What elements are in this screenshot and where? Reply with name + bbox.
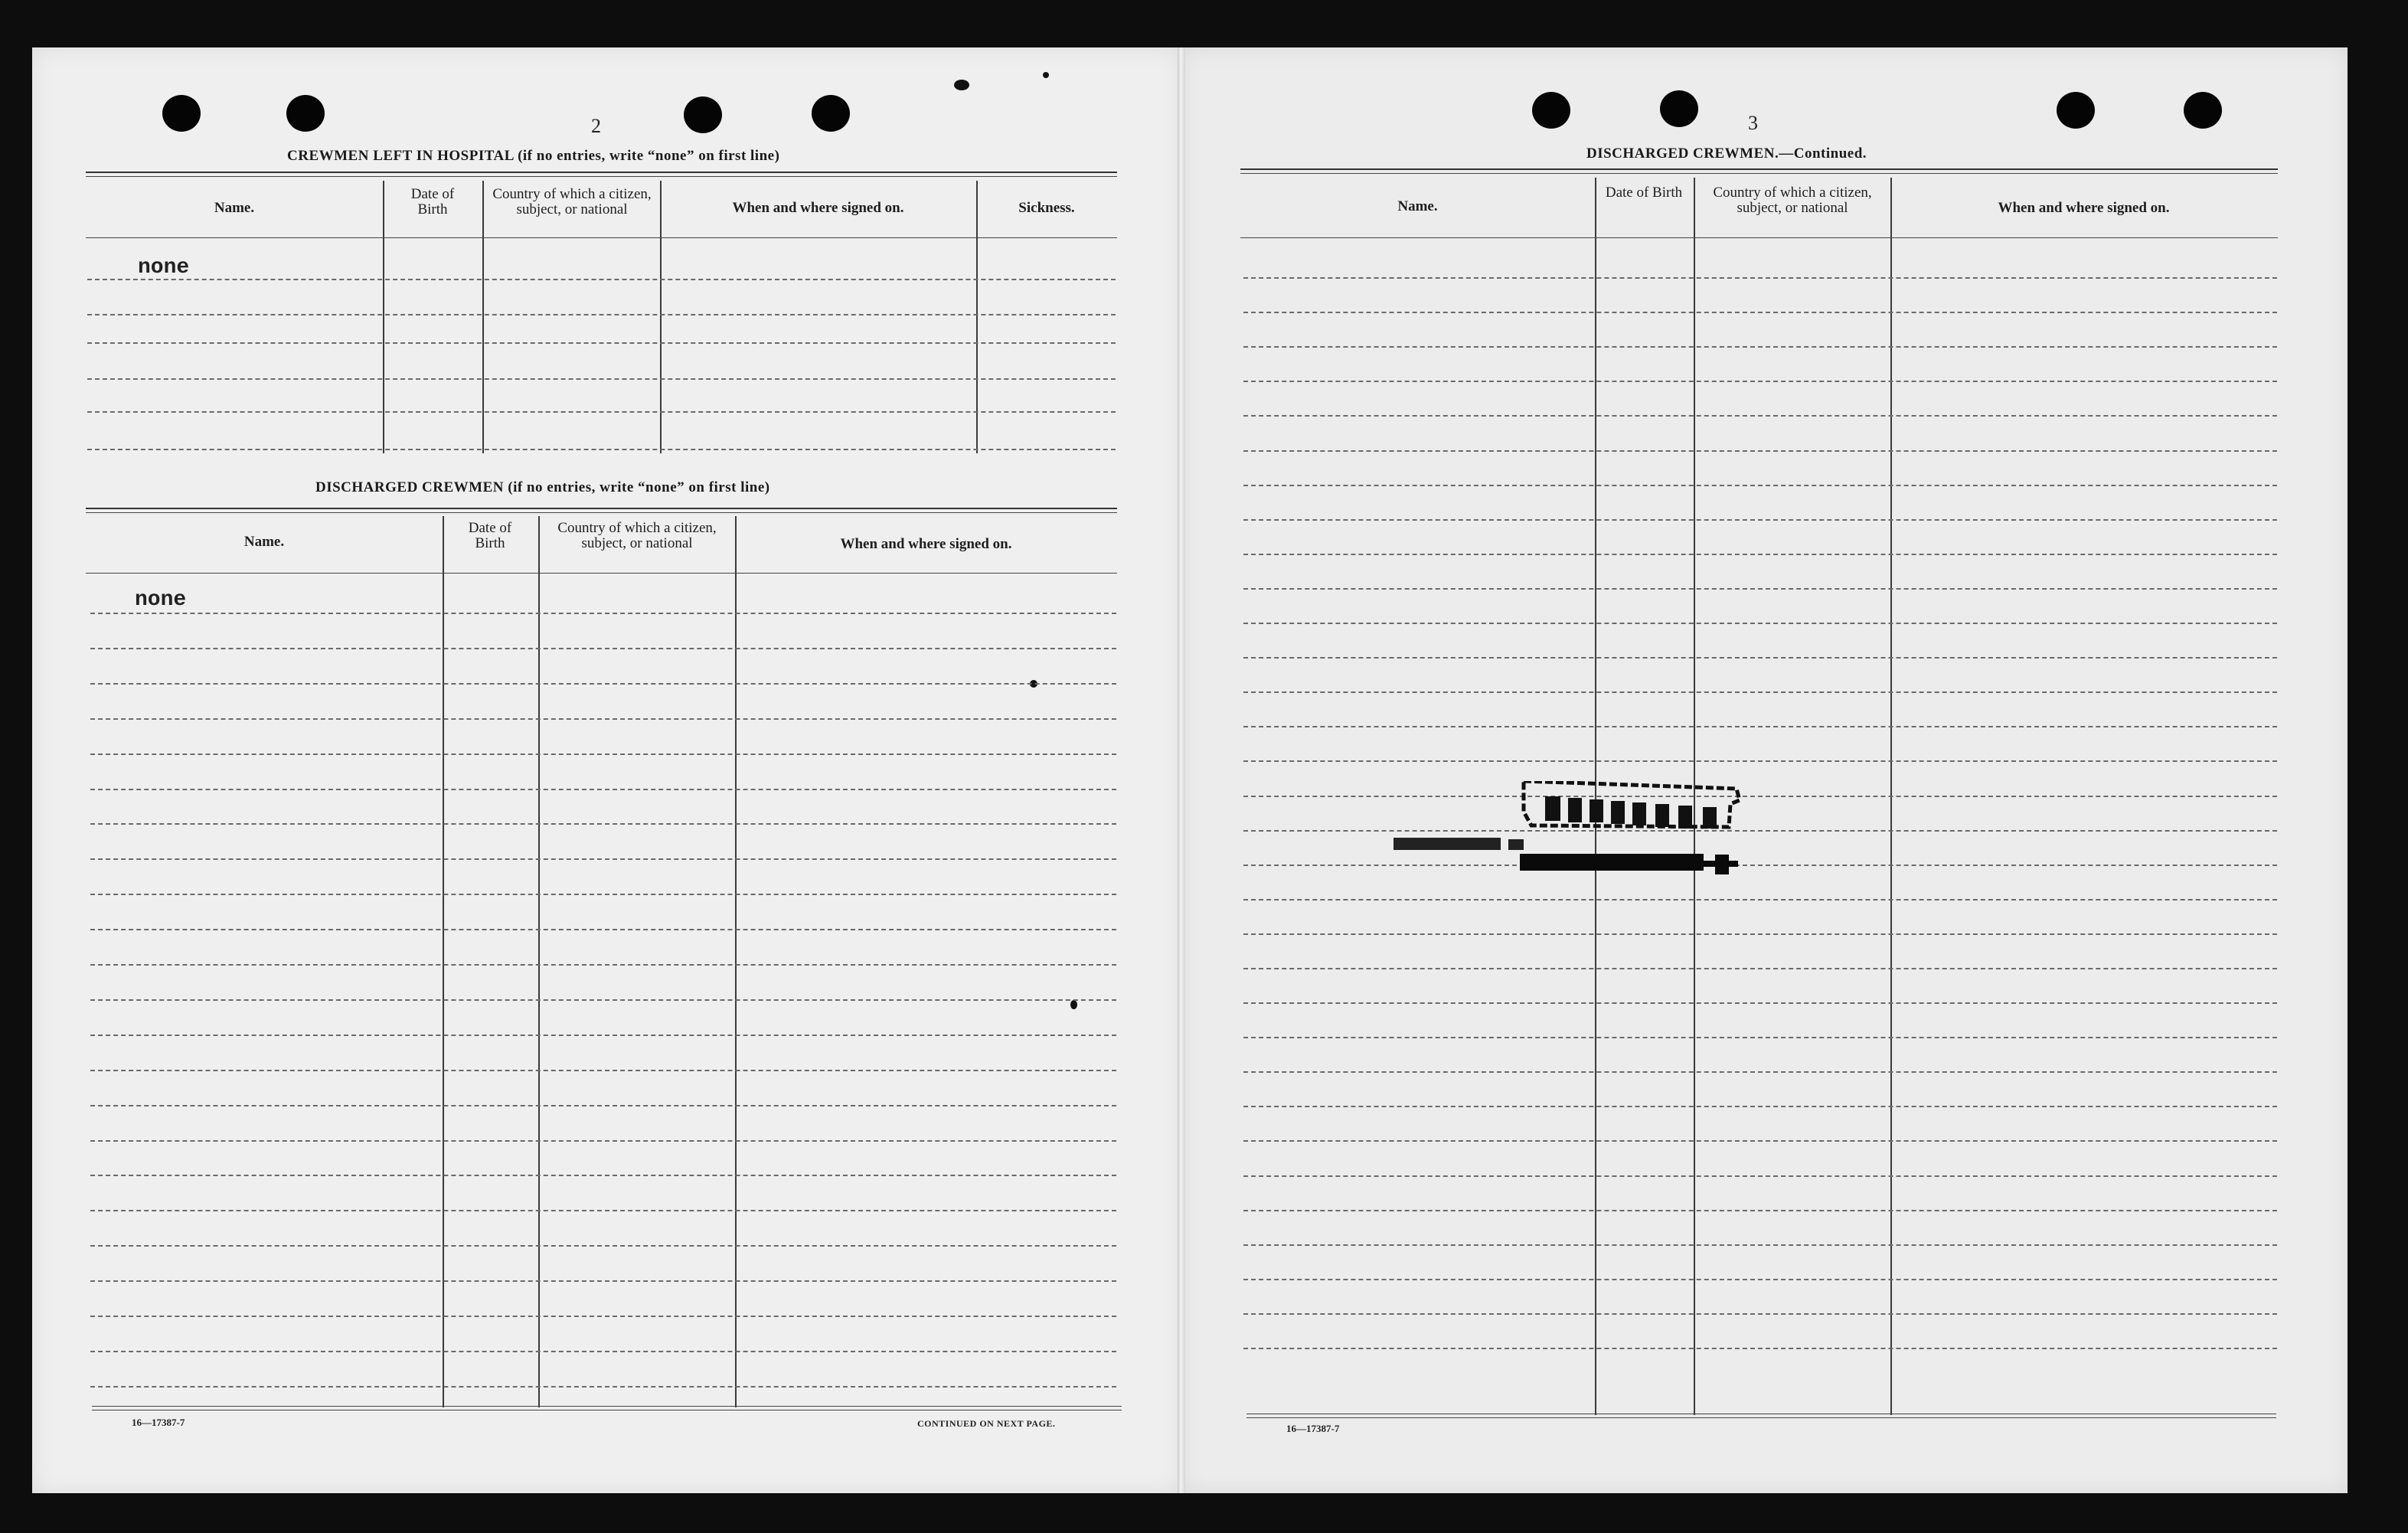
column-header-signed-on: When and where signed on. — [732, 200, 904, 216]
entry-line — [87, 411, 1116, 413]
entry-line — [90, 1175, 1116, 1176]
entry-line — [87, 314, 1116, 315]
column-header-name: Name. — [1397, 198, 1438, 214]
page-gutter — [1178, 47, 1185, 1493]
entry-line — [1243, 312, 2277, 313]
section-title-text: DISCHARGED CREWMEN. — [1586, 145, 1779, 162]
entry-line — [1243, 1313, 2277, 1315]
continued-note: CONTINUED ON NEXT PAGE. — [917, 1418, 1056, 1429]
entry-line — [87, 342, 1116, 344]
entry-line — [1243, 968, 2277, 969]
header-underline — [1240, 237, 2278, 238]
entry-line — [90, 1386, 1116, 1388]
punch-hole — [1532, 92, 1570, 129]
entry-line — [90, 753, 1116, 755]
punch-hole — [812, 95, 850, 132]
entry-line — [90, 1245, 1116, 1247]
entry-line — [90, 1280, 1116, 1282]
column-header-name: Name. — [214, 200, 255, 216]
form-number: 16—17387-7 — [1286, 1423, 1340, 1434]
table-bottom-rule — [1246, 1417, 2276, 1418]
column-header-country: Country of which a citizen, subject, or national — [557, 520, 717, 551]
entry-line — [90, 613, 1116, 614]
entry-line — [90, 718, 1116, 720]
table-top-rule — [86, 508, 1117, 509]
ink-speck — [954, 80, 969, 90]
discharged-continued-title — [1586, 145, 1867, 162]
entry-line — [87, 378, 1116, 380]
table-bottom-rule — [92, 1406, 1122, 1407]
entry-line — [90, 929, 1116, 930]
entry-line — [90, 1210, 1116, 1211]
entry-line — [1243, 1279, 2277, 1280]
entry-line — [1243, 760, 2277, 762]
entry-line — [90, 1316, 1116, 1317]
entry-line — [1243, 485, 2277, 486]
entry-line — [90, 823, 1116, 825]
entry-line — [1243, 519, 2277, 521]
column-divider — [538, 516, 540, 1407]
entry-line — [90, 1105, 1116, 1106]
entry-line — [90, 1035, 1116, 1036]
table-top-rule — [1240, 168, 2278, 170]
punch-hole — [2057, 92, 2095, 129]
entry-line — [1243, 1244, 2277, 1246]
header-underline — [86, 237, 1117, 238]
entry-line — [1243, 657, 2277, 659]
entry-line — [90, 999, 1116, 1001]
column-header-name: Name. — [243, 534, 285, 550]
entry-line — [1243, 588, 2277, 590]
entry-line — [1243, 1175, 2277, 1177]
column-header-date-of-birth: Date of Birth — [1605, 185, 1683, 201]
page-number: 2 — [591, 115, 601, 137]
entry-line — [1243, 1348, 2277, 1349]
section-title-note: (if no entries, write “none” on first line) — [518, 148, 780, 164]
column-header-country: Country of which a citizen, subject, or national — [492, 186, 652, 217]
entry-line — [1243, 1071, 2277, 1073]
ink-speck — [1070, 1000, 1077, 1009]
table-top-rule — [86, 172, 1117, 173]
punch-hole — [286, 95, 325, 132]
column-header-signed-on: When and where signed on. — [840, 536, 1012, 552]
entry-line — [1243, 933, 2277, 935]
entry-line — [90, 894, 1116, 895]
right-page — [1181, 47, 2348, 1493]
entry-line — [90, 683, 1116, 685]
entry-line — [90, 858, 1116, 860]
entry-line — [87, 449, 1116, 450]
entry-line — [90, 1070, 1116, 1071]
punch-hole — [684, 96, 722, 133]
entry-line — [1243, 1106, 2277, 1107]
discharged-section-title — [315, 479, 770, 496]
entry-line — [1243, 450, 2277, 452]
entry-line — [90, 789, 1116, 790]
ink-speck — [1043, 72, 1049, 78]
section-title-suffix: —Continued. — [1779, 145, 1867, 162]
entry-line — [1243, 381, 2277, 382]
form-number: 16—17387-7 — [132, 1417, 185, 1428]
punch-hole — [1660, 90, 1698, 127]
entry-line — [90, 1140, 1116, 1142]
entry-line — [1243, 1002, 2277, 1004]
entry-line — [1243, 1140, 2277, 1142]
column-divider — [735, 516, 737, 1407]
page-number: 3 — [1748, 112, 1758, 134]
entry-line — [1243, 554, 2277, 555]
entry-line — [90, 1351, 1116, 1352]
entry-line — [1243, 691, 2277, 693]
entry-line — [1243, 277, 2277, 279]
entry-line — [90, 648, 1116, 649]
column-header-country: Country of which a citizen, subject, or national — [1713, 185, 1872, 216]
entry-line — [1243, 346, 2277, 348]
table-top-rule — [1240, 173, 2278, 174]
section-title-text: DISCHARGED CREWMEN — [315, 479, 504, 495]
hospital-section-title — [287, 148, 779, 165]
hospital-entry-none: none — [138, 256, 190, 279]
section-title-text: CREWMEN LEFT IN HOSPITAL — [287, 148, 514, 164]
entry-line — [1243, 726, 2277, 727]
left-page — [32, 47, 1181, 1493]
ink-stamp — [1394, 781, 1746, 907]
column-header-date-of-birth: Date of Birth — [468, 520, 512, 551]
entry-line — [1243, 1037, 2277, 1038]
discharged-entry-none: none — [135, 588, 187, 612]
entry-line — [1243, 1210, 2277, 1211]
entry-line — [87, 279, 1116, 280]
section-title-note: (if no entries, write “none” on first line) — [508, 479, 770, 495]
column-header-sickness: Sickness. — [1018, 200, 1075, 216]
column-divider — [443, 516, 444, 1407]
column-header-signed-on: When and where signed on. — [1998, 200, 2170, 216]
entry-line — [1243, 415, 2277, 417]
header-underline — [86, 573, 1117, 574]
entry-line — [1243, 623, 2277, 624]
punch-hole — [2184, 92, 2222, 129]
column-header-date-of-birth: Date of Birth — [410, 186, 455, 217]
table-top-rule — [86, 176, 1117, 177]
entry-line — [90, 964, 1116, 966]
table-top-rule — [86, 512, 1117, 513]
punch-hole — [162, 95, 201, 132]
